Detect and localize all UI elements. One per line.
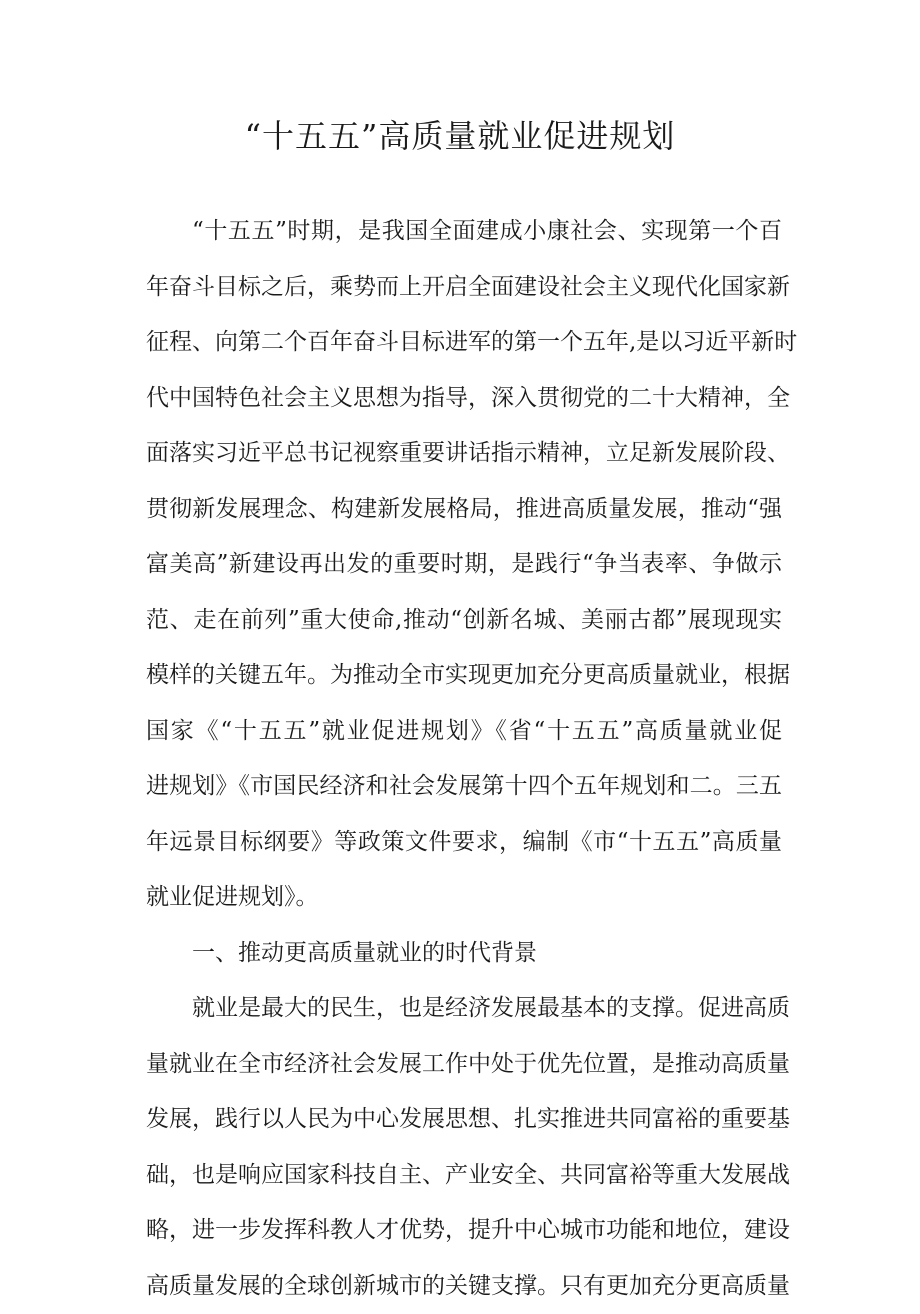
text-line: 就业是最大的民生，也是经济发展最基本的支撑。促进高质 [146, 981, 782, 1037]
text-line: 征程、向第二个百年奋斗目标进军的第一个五年,是以习近平新时 [146, 315, 782, 371]
text-line: 进规划》《市国民经济和社会发展第十四个五年规划和二。三五 [146, 759, 782, 815]
text-line: 础，也是响应国家科技自主、产业安全、共同富裕等重大发展战 [146, 1148, 782, 1204]
text-line: 国家《“十五五”就业促进规划》《省“十五五”高质量就业促 [146, 704, 782, 760]
text-line: 面落实习近平总书记视察重要讲话指示精神，立足新发展阶段、 [146, 426, 782, 482]
text-line: 贯彻新发展理念、构建新发展格局，推进高质量发展，推动“强 [146, 482, 782, 538]
text-line: 富美高”新建设再出发的重要时期，是践行“争当表率、争做示 [146, 537, 782, 593]
section-heading [146, 926, 782, 982]
paragraph-intro [146, 204, 782, 926]
paragraph-background [146, 981, 782, 1314]
text-line: 就业促进规划》。 [146, 870, 782, 926]
text-line: 模样的关键五年。为推动全市实现更加充分更高质量就业，根据 [146, 648, 782, 704]
text-line: “十五五”时期，是我国全面建成小康社会、实现第一个百 [146, 204, 782, 260]
text-line: 代中国特色社会主义思想为指导，深入贯彻党的二十大精神，全 [146, 371, 782, 427]
text-line: 略，进一步发挥科教人才优势，提升中心城市功能和地位，建设 [146, 1203, 782, 1259]
text-line: 范、走在前列”重大使命,推动“创新名城、美丽古都”展现现实 [146, 593, 782, 649]
document-body [146, 204, 782, 1314]
text-line: 量就业在全市经济社会发展工作中处于优先位置，是推动高质量 [146, 1037, 782, 1093]
text-line: 发展，践行以人民为中心发展思想、扎实推进共同富裕的重要基 [146, 1092, 782, 1148]
text-line: 年远景目标纲要》等政策文件要求，编制《市“十五五”高质量 [146, 815, 782, 871]
text-line: 年奋斗目标之后，乘势而上开启全面建设社会主义现代化国家新 [146, 260, 782, 316]
document-title: “十五五”高质量就业促进规划 [0, 112, 920, 160]
section-heading-text: 一、推动更高质量就业的时代背景 [146, 926, 782, 982]
text-line: 高质量发展的全球创新城市的关键支撑。只有更加充分更高质量 [146, 1259, 782, 1314]
